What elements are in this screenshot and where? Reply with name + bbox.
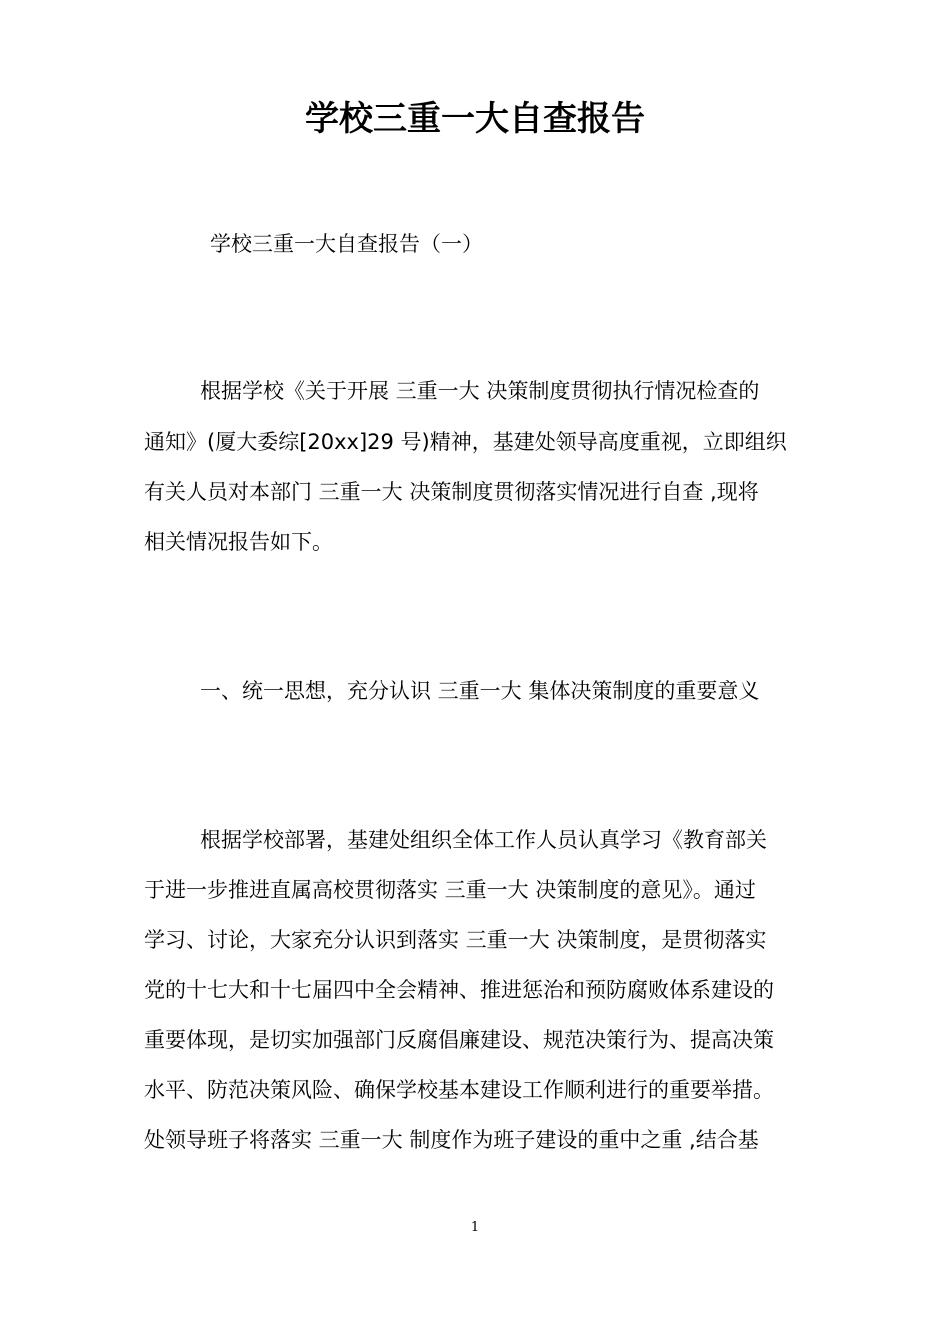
paragraph-line: 相关情况报告如下。	[144, 530, 333, 554]
paragraph-line: 根据学校《关于开展 三重一大 决策制度贯彻执行情况检查的	[200, 379, 760, 403]
paragraph-line: 有关人员对本部门 三重一大 决策制度贯彻落实情况进行自查 ,现将	[144, 480, 759, 504]
paragraph-line: 水平、防范决策风险、确保学校基本建设工作顺利进行的重要举措。	[144, 1078, 774, 1102]
paragraph-line: 学习、讨论，大家充分认识到落实 三重一大 决策制度，是贯彻落实	[144, 928, 767, 952]
paragraph-line: 党的十七大和十七届四中全会精神、推进惩治和预防腐败体系建设的	[144, 978, 774, 1002]
paragraph-line: 通知》(厦大委综[20xx]29 号)精神，基建处领导高度重视，立即组织	[144, 430, 787, 454]
paragraph-line: 于进一步推进直属高校贯彻落实 三重一大 决策制度的意见》。通过	[144, 878, 756, 902]
section-heading: 一、统一思想，充分认识 三重一大 集体决策制度的重要意义	[200, 679, 760, 703]
paragraph-line: 处领导班子将落实 三重一大 制度作为班子建设的重中之重 ,结合基	[144, 1128, 759, 1152]
document-subtitle: 学校三重一大自查报告（一）	[210, 232, 483, 256]
paragraph-line: 重要体现，是切实加强部门反腐倡廉建设、规范决策行为、提高决策	[144, 1028, 774, 1052]
page-number: 1	[470, 1220, 480, 1235]
paragraph-line: 根据学校部署，基建处组织全体工作人员认真学习《教育部关	[200, 828, 767, 852]
document-title: 学校三重一大自查报告	[305, 99, 645, 139]
